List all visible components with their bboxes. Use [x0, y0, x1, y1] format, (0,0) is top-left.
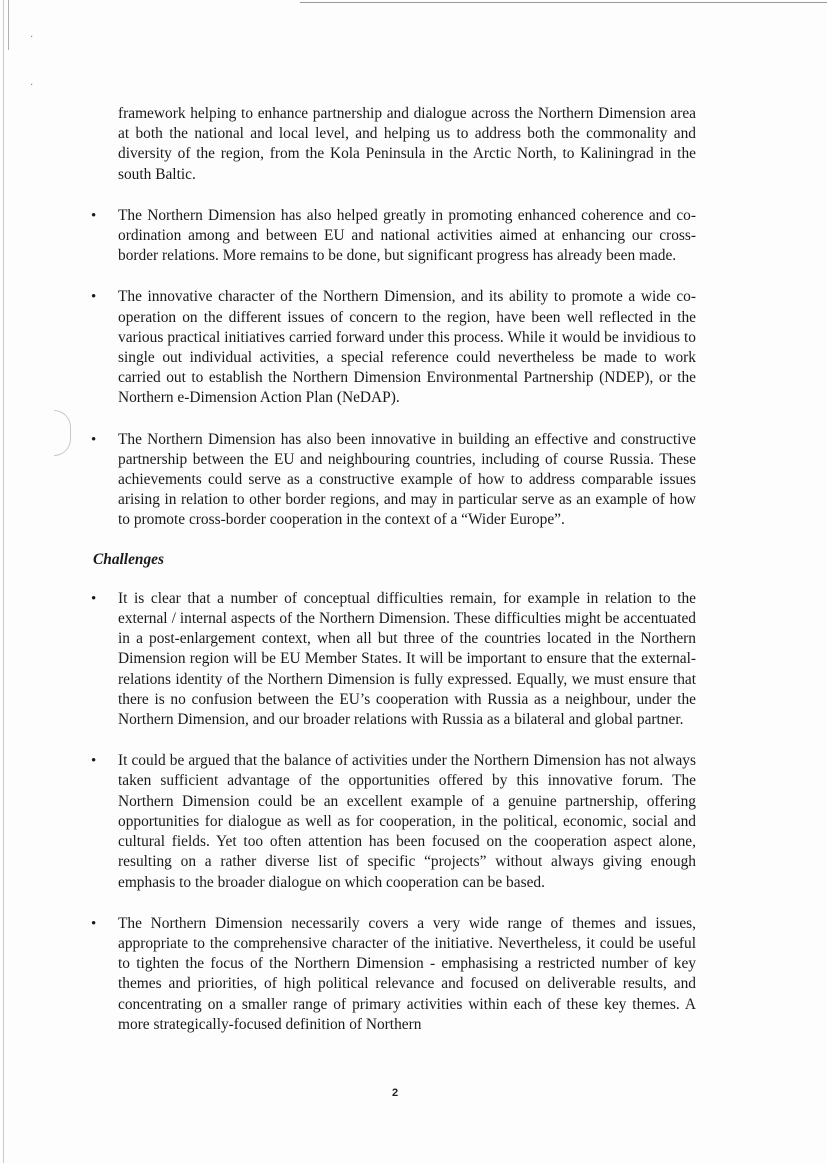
bullet-text: It is clear that a number of conceptual difficulties remain, for example in relation to the external / internal aspects of the Northern Dimension. These difficulties might be accentuated in a post-enlargement context, when all but three of the countries located in the Northern Dimension region will be EU Member States. It will be important to ensure that the external-relations identity of the Northern Dimension is fully expressed. Equally, we must ensure that there is no confusion between the EU’s cooperation with Russia as a neighbour, under the Northern Dimension, and our broader relations with Russia as a bilateral and global partner.	[118, 589, 696, 729]
scan-speck: ·	[30, 80, 34, 91]
scan-arc-mark	[54, 410, 71, 456]
bullet-item	[91, 914, 696, 1035]
bullet-text: The Northern Dimension necessarily covers a very wide range of themes and issues, appropriate to the comprehensive character of the initiative. Nevertheless, it could be useful to tighten the focus of the Northern Dimension - emphasising a restricted number of key themes and priorities, of high political relevance and focused on deliverable results, and concentrating on a smaller range of primary activities within each of these key themes. A more strategically-focused definition of Northern	[118, 914, 696, 1033]
bullet-text: The Northern Dimension has also been innovative in building an effective and constructive partnership between the EU and neighbouring countries, including of course Russia. These achievements could serve as a constructive example of how to address comparable issues arising in relation to other border regions, and may in particular serve as an example of how to promote cross-border cooperation in the context of a “Wider Europe”.	[118, 430, 696, 529]
bullet-marker: •	[91, 915, 97, 932]
bullet-item	[91, 287, 696, 408]
bullet-item	[91, 589, 696, 730]
bullet-marker: •	[91, 753, 97, 770]
scan-speck: ·	[30, 32, 34, 43]
bullet-item	[91, 430, 696, 531]
scan-left-mark	[8, 0, 9, 50]
bullet-marker: •	[91, 207, 97, 224]
bullet-text: The Northern Dimension has also helped greatly in promoting enhanced coherence and co-ordination among and between EU and national activities aimed at enhancing our cross-border relations. More remains to be done, but significant progress has already been made.	[118, 206, 696, 265]
bullet-text: The innovative character of the Northern Dimension, and its ability to promote a wide co-operation on the different issues of concern to the region, have been well reflected in the various practical initiatives carried forward under this process. While it would be invidious to single out individual activities, a special reference could nevertheless be made to work carried out to establish the Northern Dimension Environmental Partnership (NDEP), or the Northern e-Dimension Action Plan (NeDAP).	[118, 288, 696, 407]
page-number: 2	[391, 1087, 399, 1099]
bullet-marker: •	[91, 289, 97, 306]
bullet-text: It could be argued that the balance of activities under the Northern Dimension has not always taken sufficient advantage of the opportunities offered by this innovative forum. The Northern Dimension could be an excellent example of a genuine partnership, offering opportunities for dialogue as well as for cooperation, in the political, economic, social and cultural fields. Yet too often attention has been focused on the cooperation aspect alone, resulting on a rather diverse list of specific “projects” without always giving enough emphasis to the broader dialogue on which cooperation can be based.	[118, 752, 696, 891]
scan-left-rule	[3, 0, 4, 1163]
continuation-paragraph: framework helping to enhance partnership and dialogue across the Northern Dimension area at both the national and local level, and helping us to address both the commonality and diversity of the region, from the Kola Peninsula in the Arctic North, to Kaliningrad in the south Baltic.	[118, 105, 696, 183]
bullet-marker: •	[91, 590, 97, 607]
scan-top-rule	[300, 2, 827, 3]
document-body	[91, 104, 696, 1035]
bullet-marker: •	[91, 431, 97, 448]
bullet-item	[91, 751, 696, 892]
section-heading-challenges: Challenges	[93, 550, 164, 568]
bullet-item	[91, 206, 696, 267]
